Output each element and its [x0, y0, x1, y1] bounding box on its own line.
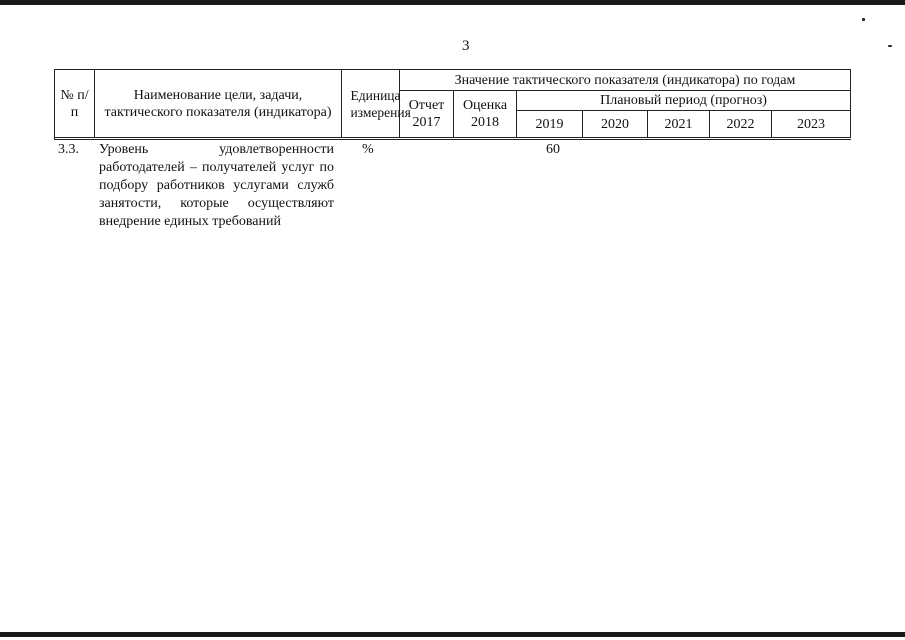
header-unit: Единица измерения — [342, 70, 400, 138]
header-year-2021: 2021 — [648, 111, 710, 138]
header-year-2023: 2023 — [772, 111, 851, 138]
scan-speck — [888, 45, 892, 47]
scan-speck — [862, 18, 865, 21]
top-border-line — [0, 0, 905, 5]
row-indicator-name: Уровень удовлетворенности работодателей – получателей услуг по подбору работников услугами служб занятости, которые осуществляют внедрение единых требований — [99, 142, 334, 229]
header-year-2020: 2020 — [583, 111, 648, 138]
header-num: № п/п — [55, 70, 95, 138]
page-number: 3 — [462, 38, 470, 54]
header-year-2022: 2022 — [710, 111, 772, 138]
row-number: 3.3. — [58, 142, 79, 157]
header-year-2019: 2019 — [517, 111, 583, 138]
header-values-group: Значение тактического показателя (индикатора) по годам — [400, 70, 851, 91]
row-value-2019: 60 — [546, 142, 560, 157]
header-estimate-2018: Оценка 2018 — [454, 91, 517, 138]
header-plan-group: Плановый период (прогноз) — [517, 91, 851, 111]
header-name: Наименование цели, задачи, тактического показателя (индикатора) — [95, 70, 342, 138]
row-unit: % — [362, 142, 374, 157]
table-header — [54, 69, 851, 140]
bottom-border-line — [0, 632, 905, 637]
header-report-2017: Отчет 2017 — [400, 91, 454, 138]
